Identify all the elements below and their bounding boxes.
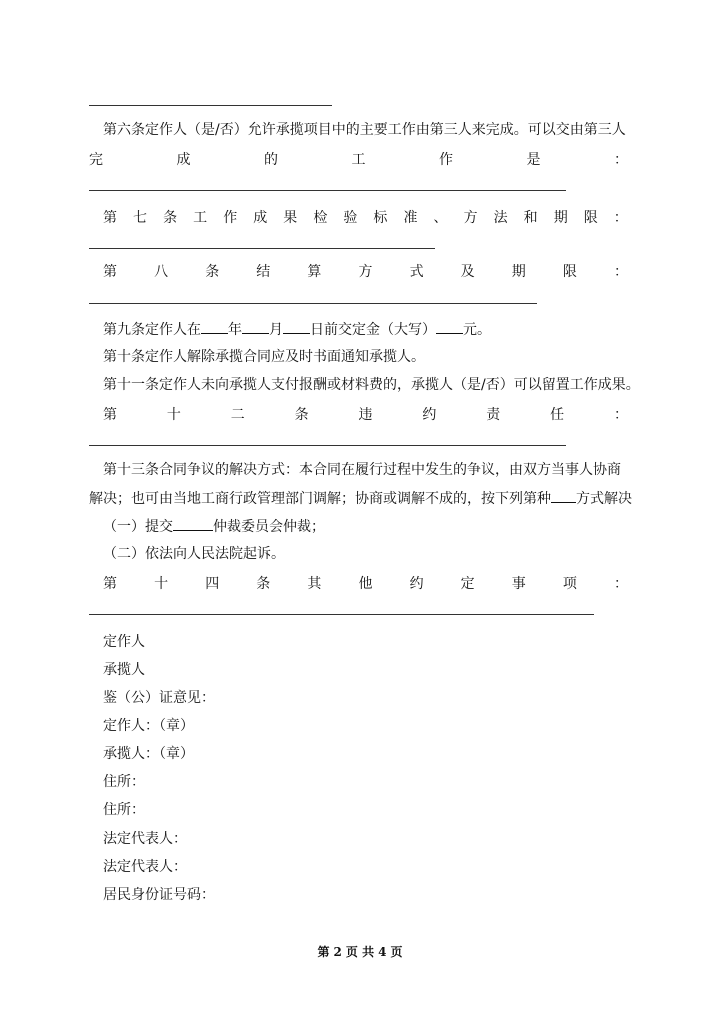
clause-12-char: 责 bbox=[486, 407, 501, 423]
clause-12-char: 任 bbox=[550, 407, 565, 423]
blank-line bbox=[89, 445, 566, 446]
clause-7-char: 条 bbox=[163, 210, 178, 226]
option-1-prefix: （一）提交 bbox=[103, 519, 173, 535]
clause-7-char: 第 bbox=[103, 210, 117, 226]
clause-7-char: 工 bbox=[193, 210, 208, 226]
signature-line: 鉴（公）证意见： bbox=[103, 690, 215, 706]
clause-7-char: 限 bbox=[583, 210, 598, 226]
signature-line: 承揽人：（章） bbox=[103, 746, 194, 762]
clause-13-line-1: 第十三条合同争议的解决方式：本合同在履行过程中发生的争议，由双方当事人协商 bbox=[103, 462, 621, 478]
clause-7-char: 验 bbox=[343, 210, 358, 226]
clause-14-char: 项 bbox=[562, 576, 577, 592]
clause-8-char: 结 bbox=[256, 264, 271, 280]
clause-9-prefix: 第九条定作人在 bbox=[103, 322, 201, 338]
clause-6-char: 工 bbox=[351, 152, 366, 168]
clause-7-char: 七 bbox=[133, 210, 148, 226]
footer-total-pages: 4 bbox=[378, 945, 387, 959]
clause-8-char: 式 bbox=[409, 264, 424, 280]
clause-12 bbox=[103, 405, 628, 425]
clause-7-char: 方 bbox=[463, 210, 478, 226]
method-blank bbox=[551, 488, 576, 503]
option-2: （二）依法向人民法院起诉。 bbox=[103, 546, 285, 562]
option-1 bbox=[103, 516, 325, 537]
clause-8-char: 算 bbox=[307, 264, 322, 280]
signature-line: 承揽人 bbox=[103, 662, 145, 678]
clause-9-year: 年 bbox=[228, 322, 242, 338]
clause-12-char: 违 bbox=[358, 407, 373, 423]
clause-7-char: 、 bbox=[433, 210, 448, 226]
clause-10: 第十条定作人解除承揽合同应及时书面通知承揽人。 bbox=[103, 349, 425, 365]
blank-line bbox=[89, 303, 537, 304]
signature-line: 法定代表人： bbox=[103, 831, 187, 847]
signature-line: 定作人：（章） bbox=[103, 718, 194, 734]
clause-8-char: 八 bbox=[154, 264, 169, 280]
clause-14-char: 条 bbox=[256, 576, 271, 592]
clause-7-char: ： bbox=[613, 210, 628, 226]
footer-prefix: 第 bbox=[317, 945, 330, 959]
footer-page-number: 2 bbox=[333, 945, 342, 959]
clause-7-char: 期 bbox=[553, 210, 568, 226]
year-blank bbox=[201, 319, 228, 334]
clause-8-char: 方 bbox=[358, 264, 373, 280]
clause-8-char: 条 bbox=[205, 264, 220, 280]
blank-line bbox=[89, 190, 566, 191]
clause-6-char: 成 bbox=[176, 152, 191, 168]
signature-line: 居民身份证号码： bbox=[103, 887, 215, 903]
clause-14 bbox=[103, 574, 628, 594]
clause-14-char: 定 bbox=[460, 576, 475, 592]
clause-13-line-2-prefix: 解决；也可由当地工商行政管理部门调解；协商或调解不成的，按下列第种 bbox=[89, 491, 551, 507]
clause-12-char: 条 bbox=[294, 407, 309, 423]
clause-7-char: 果 bbox=[283, 210, 298, 226]
clause-7-char: 成 bbox=[253, 210, 268, 226]
clause-6-char: 的 bbox=[264, 152, 278, 168]
clause-12-char: 十 bbox=[166, 407, 181, 423]
clause-14-char: 约 bbox=[409, 576, 424, 592]
footer-mid: 页 共 bbox=[345, 945, 375, 959]
clause-14-char: 第 bbox=[103, 576, 117, 592]
clause-12-char: 第 bbox=[103, 407, 117, 423]
clause-14-char: 其 bbox=[307, 576, 322, 592]
clause-8-char: ： bbox=[613, 264, 628, 280]
clause-14-char: 十 bbox=[154, 576, 169, 592]
day-blank bbox=[283, 319, 310, 334]
clause-6-char: ： bbox=[614, 152, 628, 168]
clause-14-char: ： bbox=[613, 576, 628, 592]
clause-14-char: 他 bbox=[358, 576, 373, 592]
option-1-suffix: 仲裁委员会仲裁； bbox=[213, 519, 325, 535]
footer-suffix: 页 bbox=[390, 945, 403, 959]
clause-7 bbox=[103, 208, 628, 228]
signature-line: 定作人 bbox=[103, 634, 145, 650]
clause-12-char: 二 bbox=[230, 407, 245, 423]
page-footer bbox=[0, 943, 720, 960]
blank-line bbox=[89, 248, 435, 249]
clause-13-line-2-suffix: 方式解决 bbox=[576, 491, 632, 507]
clause-13-line-2 bbox=[89, 488, 632, 509]
clause-7-char: 准 bbox=[403, 210, 418, 226]
clause-12-char: 约 bbox=[422, 407, 437, 423]
signature-line: 住所： bbox=[103, 802, 145, 818]
blank-line bbox=[89, 614, 594, 615]
clause-8-char: 限 bbox=[562, 264, 577, 280]
clause-7-char: 标 bbox=[373, 210, 388, 226]
clause-6-char: 完 bbox=[89, 152, 103, 168]
clause-8-char: 期 bbox=[511, 264, 526, 280]
signature-line: 法定代表人： bbox=[103, 859, 187, 875]
clause-6-char: 是 bbox=[526, 152, 541, 168]
clause-7-char: 作 bbox=[223, 210, 238, 226]
clause-12-char: ： bbox=[614, 407, 628, 423]
amount-blank bbox=[436, 319, 463, 334]
clause-9-suffix: 元。 bbox=[463, 322, 491, 338]
clause-8 bbox=[103, 262, 628, 282]
clause-14-char: 事 bbox=[511, 576, 526, 592]
clause-7-char: 和 bbox=[523, 210, 538, 226]
clause-11: 第十一条定作人未向承揽人支付报酬或材料费的，承揽人（是/否）可以留置工作成果。 bbox=[103, 377, 640, 393]
clause-9 bbox=[103, 319, 491, 340]
clause-7-char: 法 bbox=[493, 210, 508, 226]
clause-14-char: 四 bbox=[205, 576, 220, 592]
month-blank bbox=[242, 319, 269, 334]
clause-8-char: 及 bbox=[460, 264, 475, 280]
clause-7-char: 检 bbox=[313, 210, 328, 226]
clause-6-line-2 bbox=[89, 150, 628, 170]
signature-line: 住所： bbox=[103, 774, 145, 790]
clause-6-line-1: 第六条定作人（是/否）允许承揽项目中的主要工作由第三人来完成。可以交由第三人 bbox=[103, 122, 626, 138]
arbitration-blank bbox=[173, 516, 213, 531]
blank-line bbox=[89, 105, 332, 106]
clause-8-char: 第 bbox=[103, 264, 117, 280]
clause-9-day: 日前交定金（大写） bbox=[310, 322, 436, 338]
clause-9-month: 月 bbox=[269, 322, 283, 338]
clause-6-char: 作 bbox=[439, 152, 453, 168]
